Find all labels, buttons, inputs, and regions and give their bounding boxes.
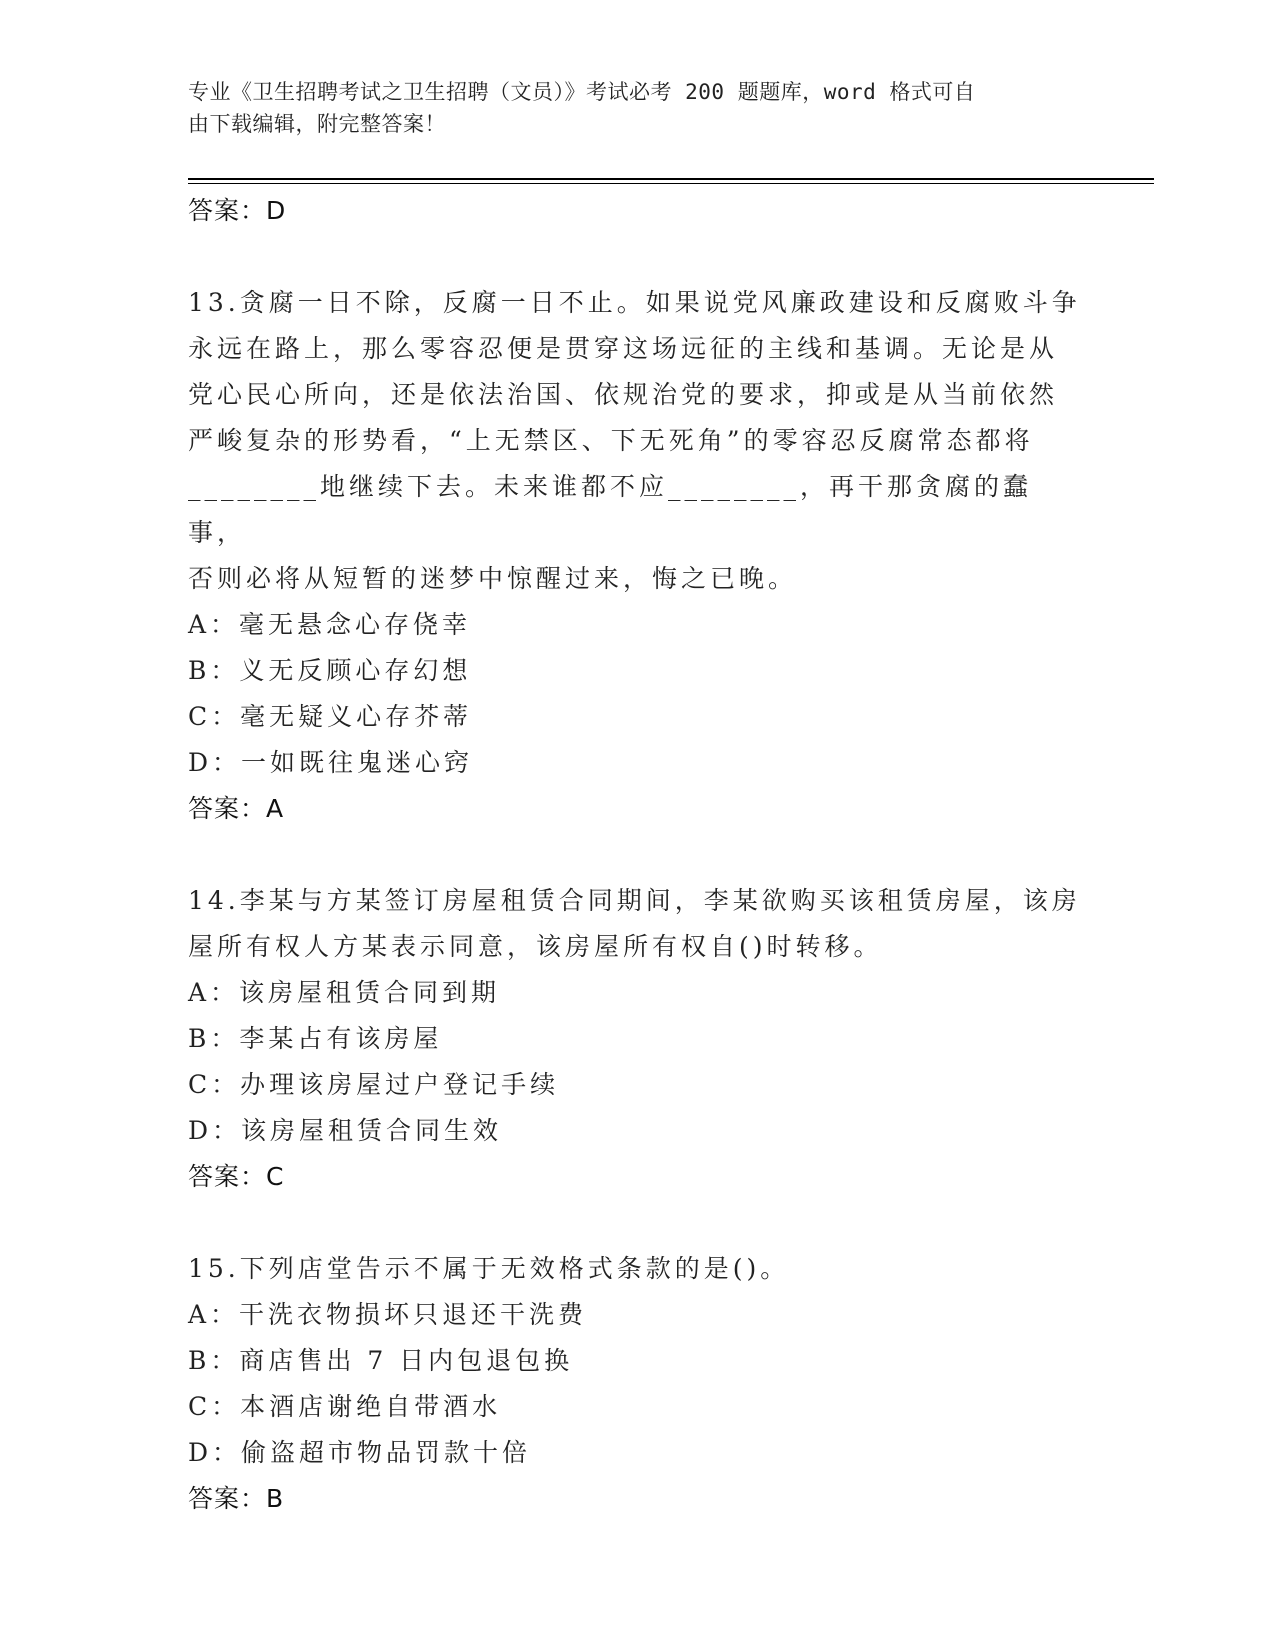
spacer bbox=[188, 1200, 1088, 1246]
question-block-15 bbox=[188, 1246, 1088, 1522]
option-c: C：毫无疑义心存芥蒂 bbox=[188, 702, 473, 731]
header-line-2: 由下载编辑，附完整答案！ bbox=[188, 112, 446, 136]
stem-line: 13.贪腐一日不除，反腐一日不止。如果说党风廉政建设和反腐败斗争 bbox=[188, 288, 1081, 317]
answer-line: 答案：A bbox=[188, 794, 285, 823]
header-line-1: 专业《卫生招聘考试之卫生招聘（文员）》考试必考 200 题题库，word 格式可自 bbox=[188, 80, 976, 104]
stem-line: 严峻复杂的形势看，“上无禁区、下无死角”的零容忍反腐常态都将 bbox=[188, 426, 1034, 455]
stem-line: ________地继续下去。未来谁都不应________，再干那贪腐的蠢事， bbox=[188, 472, 1033, 547]
stem-line: 15.下列店堂告示不属于无效格式条款的是()。 bbox=[188, 1254, 790, 1283]
option-a: A：毫无悬念心存侥幸 bbox=[188, 610, 472, 639]
question-block-14 bbox=[188, 878, 1088, 1200]
stem-line: 屋所有权人方某表示同意，该房屋所有权自()时转移。 bbox=[188, 932, 883, 961]
option-d: D：该房屋租赁合同生效 bbox=[188, 1116, 503, 1145]
stem-line: 否则必将从短暂的迷梦中惊醒过来，悔之已晚。 bbox=[188, 564, 798, 593]
option-a: A：该房屋租赁合同到期 bbox=[188, 978, 501, 1007]
previous-answer: 答案：D bbox=[188, 196, 287, 225]
question-stem bbox=[188, 878, 1088, 970]
question-stem bbox=[188, 1246, 1088, 1292]
option-a: A：干洗衣物损坏只退还干洗费 bbox=[188, 1300, 588, 1329]
header-rule-thick bbox=[188, 178, 1154, 180]
answer-line: 答案：B bbox=[188, 1484, 285, 1513]
stem-line: 14.李某与方某签订房屋租赁合同期间，李某欲购买该租赁房屋，该房 bbox=[188, 886, 1081, 915]
option-b: B：李某占有该房屋 bbox=[188, 1024, 443, 1053]
header-rule-thin bbox=[188, 183, 1154, 184]
option-b: B：义无反顾心存幻想 bbox=[188, 656, 472, 685]
question-block-13 bbox=[188, 280, 1088, 832]
question-stem bbox=[188, 280, 1088, 602]
option-d: D：偷盗超市物品罚款十倍 bbox=[188, 1438, 532, 1467]
spacer bbox=[188, 832, 1088, 878]
stem-line: 党心民心所向，还是依法治国、依规治党的要求，抑或是从当前依然 bbox=[188, 380, 1059, 409]
stem-line: 永远在路上，那么零容忍便是贯穿这场远征的主线和基调。无论是从 bbox=[188, 334, 1059, 363]
document-body bbox=[188, 188, 1088, 1522]
answer-line: 答案：C bbox=[188, 1162, 285, 1191]
option-c: C：办理该房屋过户登记手续 bbox=[188, 1070, 560, 1099]
spacer bbox=[188, 234, 1088, 280]
page-header bbox=[188, 76, 1068, 140]
option-d: D：一如既往鬼迷心窍 bbox=[188, 748, 474, 777]
option-b: B：商店售出 7 日内包退包换 bbox=[188, 1346, 574, 1375]
option-c: C：本酒店谢绝自带酒水 bbox=[188, 1392, 502, 1421]
